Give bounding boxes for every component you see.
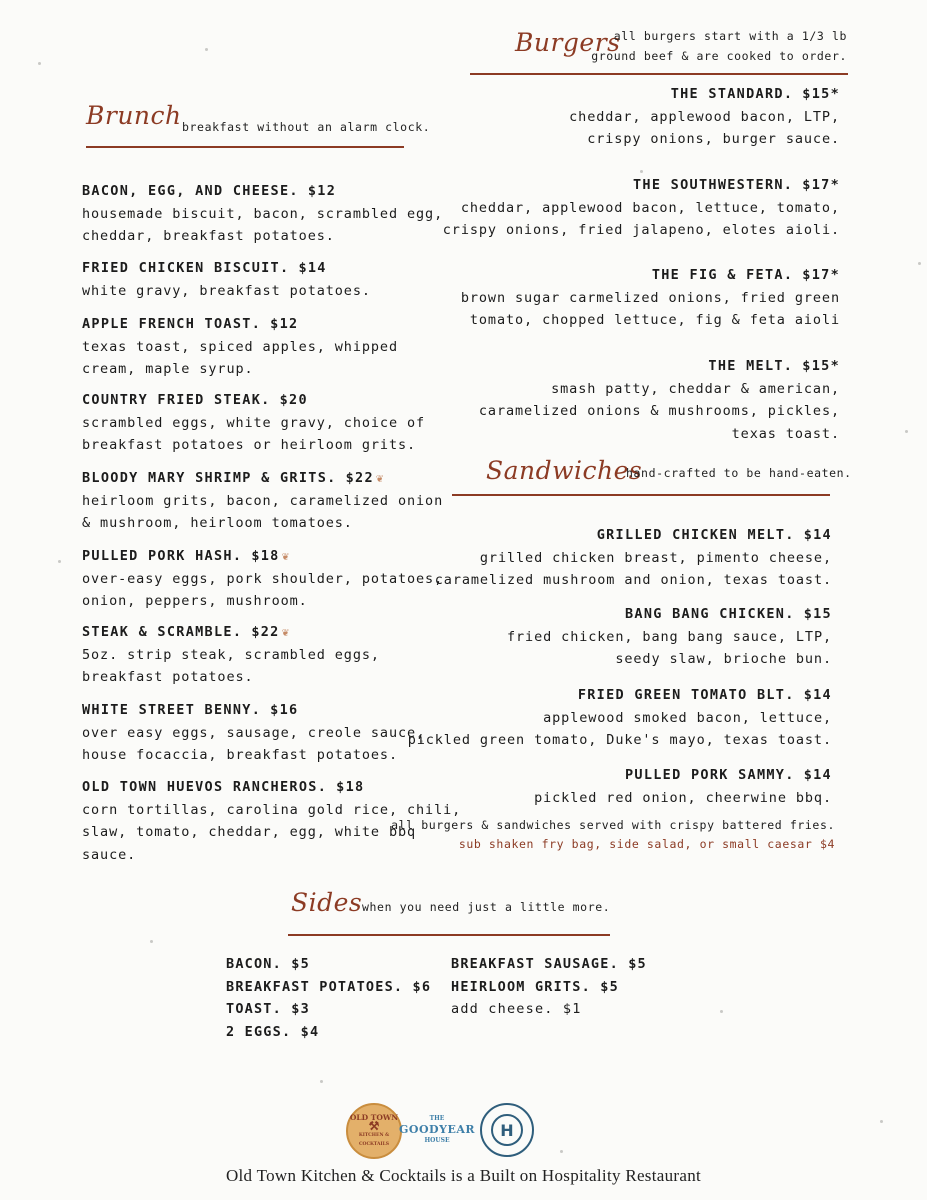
sides-note: all burgers & sandwiches served with crispy battered fries. sub shaken fry bag, side salad, or small caesar $4 [391, 818, 835, 851]
menu-item-description: brown sugar carmelized onions, fried green [460, 289, 840, 306]
menu-item-header [479, 355, 840, 378]
menu-item-description: cheddar, breakfast potatoes. [82, 228, 335, 244]
menu-item [82, 180, 443, 248]
menu-item-name: BACON, EGG, AND CHEESE. [82, 183, 299, 199]
menu-item-header [534, 764, 832, 787]
menu-item [569, 83, 840, 151]
menu-item [82, 699, 425, 767]
old-town-logo: OLD TOWN ⚒ KITCHEN & COCKTAILS [346, 1103, 402, 1159]
menu-item-description: cheddar, applewood bacon, lettuce, tomato, [460, 199, 840, 216]
menu-item [82, 467, 443, 535]
menu-item [461, 264, 840, 332]
menu-item-name: WHITE STREET BENNY. [82, 702, 262, 718]
menu-item-price: $12 [270, 316, 299, 332]
brunch-rule [86, 146, 404, 148]
side-item: add cheese. $1 [451, 1001, 582, 1017]
menu-item-name: COUNTRY FRIED STEAK. [82, 392, 271, 408]
menu-item-description: grilled chicken breast, pimento cheese, [479, 549, 832, 566]
haymaker-logo: H [480, 1103, 534, 1157]
menu-item-price: $12 [307, 183, 337, 199]
side-item: BREAKFAST SAUSAGE. $5 [451, 956, 647, 972]
goodyear-house-logo: THE GOODYEAR HOUSE [399, 1114, 476, 1144]
menu-item-description: cheddar, applewood bacon, LTP, [569, 108, 840, 125]
leaf-icon: ❦ [375, 471, 385, 485]
burgers-title: Burgers [515, 28, 621, 57]
leaf-icon: ❦ [281, 625, 290, 639]
menu-item-description: 5oz. strip steak, scrambled eggs, [82, 646, 380, 663]
menu-item-description: texas toast, spiced apples, whipped [82, 338, 398, 355]
menu-item-header [461, 264, 840, 287]
leaf-icon: ❦ [281, 549, 290, 563]
menu-item-description: breakfast potatoes or heirloom grits. [82, 437, 417, 453]
menu-item [435, 524, 832, 592]
menu-item-price: $14 [803, 527, 832, 543]
menu-item-description: caramelized onions & mushrooms, pickles, [478, 403, 840, 419]
menu-item-description: slaw, tomato, cheddar, egg, white bbq [82, 824, 417, 840]
menu-item-price: $14 [298, 260, 327, 276]
brunch-title: Brunch [86, 101, 182, 130]
menu-item [479, 355, 840, 445]
side-item: BACON. $5 [226, 956, 310, 972]
menu-item-description: breakfast potatoes. [82, 669, 254, 685]
menu-item-price: $16 [270, 702, 299, 718]
menu-item-name: APPLE FRENCH TOAST. [82, 316, 262, 332]
side-item: TOAST. $3 [226, 1001, 310, 1017]
sandwiches-tagline: hand-crafted to be hand-eaten. [626, 466, 852, 480]
menu-item-header [82, 699, 425, 722]
menu-item-price: $17* [802, 267, 840, 283]
side-item: BREAKFAST POTATOES. $6 [226, 978, 432, 995]
menu-item-description: corn tortillas, carolina gold rice, chili, [82, 801, 462, 818]
menu-item-header [82, 313, 398, 336]
menu-item-name: THE FIG & FETA. [651, 267, 794, 283]
sides-tagline: when you need just a little more. [362, 900, 611, 914]
menu-item-description: house focaccia, breakfast potatoes. [82, 747, 398, 763]
menu-item-price: $15 [803, 606, 832, 622]
menu-item-description: heirloom grits, bacon, caramelized onion [82, 492, 444, 509]
menu-item-description: housemade biscuit, bacon, scrambled egg, [82, 205, 444, 222]
menu-item-price: $15* [802, 86, 840, 102]
menu-item-header [82, 467, 443, 490]
sandwiches-rule [452, 494, 830, 496]
sides-left-column [226, 953, 431, 1043]
menu-item-price: $14 [803, 767, 832, 783]
menu-item [82, 545, 443, 613]
menu-item-header [82, 621, 380, 644]
menu-item-name: PULLED PORK SAMMY. [624, 767, 795, 783]
menu-item-price: $15* [802, 358, 840, 374]
menu-item-name: THE STANDARD. [670, 86, 794, 102]
menu-item-header [569, 83, 840, 106]
menu-item [82, 389, 425, 457]
menu-item-header [443, 174, 840, 197]
menu-item-description: pickled red onion, cheerwine bbq. [534, 789, 832, 806]
menu-item-header [82, 545, 443, 568]
menu-item-description: cream, maple syrup. [82, 361, 254, 377]
menu-item-description: texas toast. [731, 425, 840, 442]
menu-item-name: STEAK & SCRAMBLE. [82, 624, 243, 640]
menu-item-description: onion, peppers, mushroom. [82, 593, 308, 609]
menu-item-description: caramelized mushroom and onion, texas toast. [434, 572, 832, 588]
sandwiches-title: Sandwiches [486, 456, 643, 485]
menu-item [82, 621, 380, 689]
side-item: HEIRLOOM GRITS. $5 [451, 978, 619, 995]
menu-item-description: white gravy, breakfast potatoes. [82, 282, 371, 299]
menu-item-header [82, 180, 443, 203]
sides-title: Sides [291, 888, 363, 917]
menu-item-price: $22 [251, 624, 280, 640]
menu-item-description: pickled green tomato, Duke's mayo, texas toast. [407, 732, 832, 748]
menu-item-price: $14 [803, 687, 832, 703]
menu-item-header [408, 684, 832, 707]
menu-item-price: $17* [802, 177, 840, 193]
menu-item-header [82, 389, 425, 412]
menu-item [507, 603, 832, 671]
menu-item-price: $18 [251, 548, 280, 564]
menu-item-name: THE MELT. [708, 358, 794, 374]
menu-item-name: FRIED CHICKEN BISCUIT. [82, 260, 290, 276]
burgers-rule [470, 73, 848, 75]
menu-item-header [82, 776, 461, 799]
menu-item [408, 684, 832, 752]
side-item: 2 EGGS. $4 [226, 1023, 320, 1040]
menu-item-name: GRILLED CHICKEN MELT. [596, 527, 795, 543]
menu-item-description: seedy slaw, brioche bun. [615, 651, 832, 667]
brunch-tagline: breakfast without an alarm clock. [182, 120, 431, 134]
menu-item-price: $22 [345, 470, 374, 486]
menu-item-description: applewood smoked bacon, lettuce, [543, 709, 832, 726]
menu-item-price: $20 [279, 392, 308, 408]
menu-item-price: $18 [336, 779, 365, 795]
sides-right-column [451, 953, 647, 1021]
burgers-tagline: all burgers start with a 1/3 lb ground beef & are cooked to order. [591, 29, 847, 63]
menu-item-header [82, 257, 371, 280]
menu-item [443, 174, 840, 242]
menu-item-description: over-easy eggs, pork shoulder, potatoes, [82, 570, 444, 587]
menu-item-name: PULLED PORK HASH. [82, 548, 243, 564]
menu-item-description: crispy onions, burger sauce. [587, 131, 840, 147]
menu-item-description: tomato, chopped lettuce, fig & feta aioli [469, 312, 840, 328]
menu-item-description: over easy eggs, sausage, creole sauce, [82, 724, 426, 741]
menu-item-description: smash patty, cheddar & american, [551, 380, 840, 397]
menu-item-name: FRIED GREEN TOMATO BLT. [577, 687, 795, 703]
menu-item-header [507, 603, 832, 626]
menu-item-name: BANG BANG CHICKEN. [624, 606, 795, 622]
menu-item-description: scrambled eggs, white gravy, choice of [82, 414, 426, 431]
menu-item-header [435, 524, 832, 547]
footer-text: Old Town Kitchen & Cocktails is a Built on Hospitality Restaurant [225, 1166, 702, 1185]
menu-item-description: crispy onions, fried jalapeno, elotes aioli. [442, 222, 840, 238]
menu-item-description: & mushroom, heirloom tomatoes. [82, 515, 353, 531]
menu-item-description: sauce. [82, 846, 137, 863]
sides-rule [288, 934, 610, 936]
menu-item-name: OLD TOWN HUEVOS RANCHEROS. [82, 779, 328, 795]
menu-item [82, 257, 371, 302]
menu-item-description: fried chicken, bang bang sauce, LTP, [507, 628, 832, 645]
menu-item-name: THE SOUTHWESTERN. [632, 177, 794, 193]
menu-item [82, 313, 398, 381]
menu-item-name: BLOODY MARY SHRIMP & GRITS. [82, 470, 337, 486]
menu-item [534, 764, 832, 809]
